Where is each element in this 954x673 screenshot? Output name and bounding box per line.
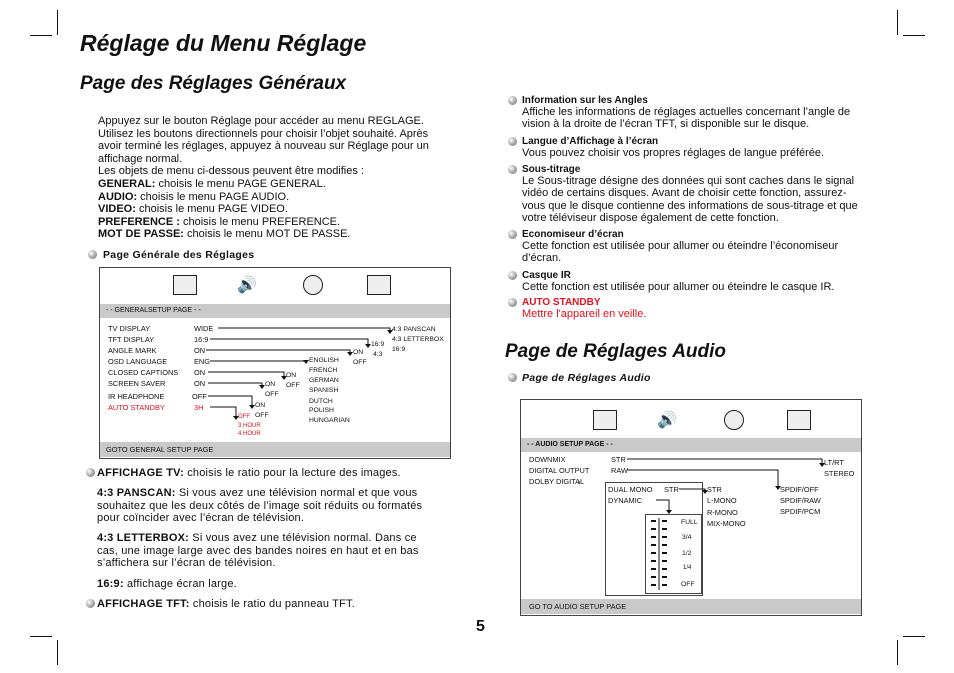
setting-value: OFF <box>192 392 207 401</box>
panel-header: - - GENERALSETUP PAGE - - <box>106 307 201 314</box>
setting-label: DYNAMIC <box>608 496 643 505</box>
option: 3 HOUR <box>238 423 261 429</box>
setting-label: DOLBY DIGITAL <box>529 477 585 486</box>
affichage-tft-text: AFFICHAGE TFT: choisis le ratio du panneau TFT. <box>97 598 355 610</box>
bullet-icon <box>86 599 95 608</box>
option: L-MONO <box>707 496 737 505</box>
crop-mark <box>897 10 898 35</box>
bullet-icon <box>88 250 97 259</box>
audio-caption: Page de Réglages Audio <box>522 372 651 384</box>
info-soustitrage: Sous-titrage Le Sous-titrage désigne des données qui sont caches dans le signal vidéo de certains disques. Avant de choisir cette fonction, assurez- vous que le disque contienne des informations de sous-titrage et que votre téléviseur dispose également de cette fonction. <box>522 164 858 225</box>
option: SPANISH <box>309 387 339 394</box>
option: MIX-MONO <box>707 519 746 528</box>
panel-footer: GO TO AUDIO SETUP PAGE <box>529 602 627 611</box>
bullet-icon <box>508 271 517 280</box>
slider-label: 1/4 <box>683 565 692 571</box>
info-angles: Information sur les Angles Affiche les informations de réglages actuelles concernant l’angle de vision à la droite de l’écran TFT, si disponible sur le disque. <box>522 95 851 131</box>
setting-label: DOWNMIX <box>529 455 566 464</box>
slider-label: 3/4 <box>682 534 692 541</box>
setting-label: SCREEN SAVER <box>108 379 166 388</box>
intro-line: Utilisez les boutons directionnels pour choisir l’objet souhaité. Après <box>98 127 429 140</box>
general-caption: Page Générale des Réglages <box>103 249 255 261</box>
intro-block <box>98 115 429 241</box>
info-langue: Langue d’Affichage à l’écran Vous pouvez choisir vos propres réglages de langue préférée. <box>522 136 825 159</box>
crop-mark <box>30 636 52 637</box>
crop-mark <box>30 35 52 36</box>
page-title: Réglage du Menu Réglage <box>80 30 367 56</box>
option: SPDIF/PCM <box>780 507 821 516</box>
setting-label: IR HEADPHONE <box>108 392 165 401</box>
intro-line: Appuyez sur le bouton Réglage pour accéder au menu REGLAGE. <box>98 115 424 127</box>
option: STR <box>707 485 722 494</box>
bullet-icon <box>508 165 517 174</box>
bullet-icon <box>508 137 517 146</box>
option: ON <box>255 402 266 409</box>
setting-label: TV DISPLAY <box>108 324 151 333</box>
setting-label: DUAL MONO <box>608 485 653 494</box>
info-casque: Casque IR Cette fonction est utilisée pour allumer ou éteindre le casque IR. <box>522 270 835 293</box>
option: 16:9 <box>371 341 385 348</box>
option: LT/RT <box>824 458 844 467</box>
option: 4 HOUR <box>238 431 261 437</box>
panscan-paragraph: 4:3 PANSCAN: Si vous avez une télévision normal et que vous souhaitez que les deux côtés de l’image soit réduits ou formatés pour coïncider avec l’écran de télévision. <box>97 487 423 525</box>
setting-label: ANGLE MARK <box>108 346 157 355</box>
option: POLISH <box>309 407 334 414</box>
crop-mark <box>903 636 925 637</box>
panel-footer: GOTO GENERAL SETUP PAGE <box>106 445 214 454</box>
option: FRENCH <box>309 367 338 374</box>
option: OFF <box>265 391 279 398</box>
crop-mark <box>903 35 925 36</box>
option: DUTCH <box>309 398 333 405</box>
crop-mark <box>57 640 58 665</box>
option: OFF <box>286 382 300 389</box>
option: 4:3 LETTERBOX <box>392 336 444 343</box>
setting-label: TFT DISPLAY <box>108 335 155 344</box>
slider-label: FULL <box>681 519 698 526</box>
setting-value: ENG <box>194 357 211 366</box>
slider-label: OFF <box>681 581 695 588</box>
slider-label: 1/2 <box>682 550 692 557</box>
page-number: 5 <box>476 618 485 635</box>
setting-label: OSD LANGUAGE <box>108 357 168 366</box>
affichage-tv-text: AFFICHAGE TV: choisis le ratio pour la lecture des images. <box>97 467 401 479</box>
menu-item: MOT DE PASSE: choisis le menu MOT DE PASSE. <box>98 228 351 241</box>
info-economiseur: Economiseur d’écran Cette fonction est utilisée pour allumer ou éteindre l’économiseur d’écran. <box>522 229 839 265</box>
setting-value: 16:9 <box>194 335 209 344</box>
audio-page-icon: 🔊 <box>237 277 257 294</box>
setting-value: STR <box>611 455 626 464</box>
audio-connector-lines <box>521 400 861 615</box>
intro-line: avoir terminé les réglages, appuyez à nouveau sur Réglage pour un <box>98 140 429 153</box>
setting-value: ON <box>194 379 206 388</box>
crop-mark <box>897 640 898 665</box>
setting-value: ON <box>194 346 206 355</box>
info-auto-standby: AUTO STANDBY Mettre l'appareil en veille. <box>522 297 647 320</box>
section-general-title: Page des Réglages Généraux <box>80 73 347 94</box>
connector-lines <box>100 268 450 458</box>
option: ON <box>265 381 276 388</box>
menu-item: PREFERENCE : choisis le menu PREFERENCE. <box>98 215 341 228</box>
menu-item: AUDIO: choisis le menu PAGE AUDIO. <box>98 190 290 203</box>
setting-value: WIDE <box>194 324 214 333</box>
general-setup-panel <box>99 267 451 459</box>
crop-mark <box>57 10 58 35</box>
setting-value: RAW <box>611 466 628 475</box>
option: ENGLISH <box>309 357 339 364</box>
letterbox-paragraph: 4:3 LETTERBOX: Si vous avez une télévision normal. Dans ce cas, une image large avec des bandes noires en haut et en bas s’affichera sur l’écran de télévision. <box>97 532 419 570</box>
audio-page-icon: 🔊 <box>657 412 677 429</box>
setting-label: CLOSED CAPTIONS <box>108 368 179 377</box>
menu-item: VIDEO: choisis le menu PAGE VIDEO. <box>98 203 288 216</box>
option: OFF <box>255 412 269 419</box>
bullet-icon <box>86 468 95 477</box>
setting-label: DIGITAL OUTPUT <box>529 466 590 475</box>
option: SPDIF/OFF <box>780 485 819 494</box>
option: 4:3 PANSCAN <box>392 326 436 333</box>
bullet-icon <box>508 373 517 382</box>
setting-value: 3H <box>194 403 204 412</box>
section-audio-title: Page de Réglages Audio <box>505 341 727 362</box>
setting-value: STR <box>664 485 679 494</box>
option: R-MONO <box>707 508 738 517</box>
option: 4:3 <box>373 351 383 358</box>
option: STEREO <box>824 469 855 478</box>
option: ON <box>286 372 297 379</box>
setting-label: AUTO STANDBY <box>108 403 165 412</box>
menu-item: GENERAL: choisis le menu PAGE GENERAL. <box>98 177 326 190</box>
option: GERMAN <box>309 377 339 384</box>
bullet-icon <box>508 230 517 239</box>
option: SPDIF/RAW <box>780 496 821 505</box>
option: OFF <box>353 359 367 366</box>
wide-paragraph: 16:9: affichage écran large. <box>97 578 237 590</box>
audio-setup-panel <box>520 399 862 616</box>
option: 16:9 <box>392 346 406 353</box>
bullet-icon <box>508 298 517 307</box>
option: HUNGARIAN <box>309 417 350 424</box>
panel-header: - - AUDIO SETUP PAGE - - <box>527 441 613 448</box>
option: OFF <box>238 414 250 420</box>
intro-line: Les objets de menu ci-dessous peuvent être modifies : <box>98 165 364 178</box>
option: ON <box>353 349 364 356</box>
bullet-icon <box>508 96 517 105</box>
setting-value: ON <box>194 368 206 377</box>
intro-line: affichage normal. <box>98 152 183 165</box>
